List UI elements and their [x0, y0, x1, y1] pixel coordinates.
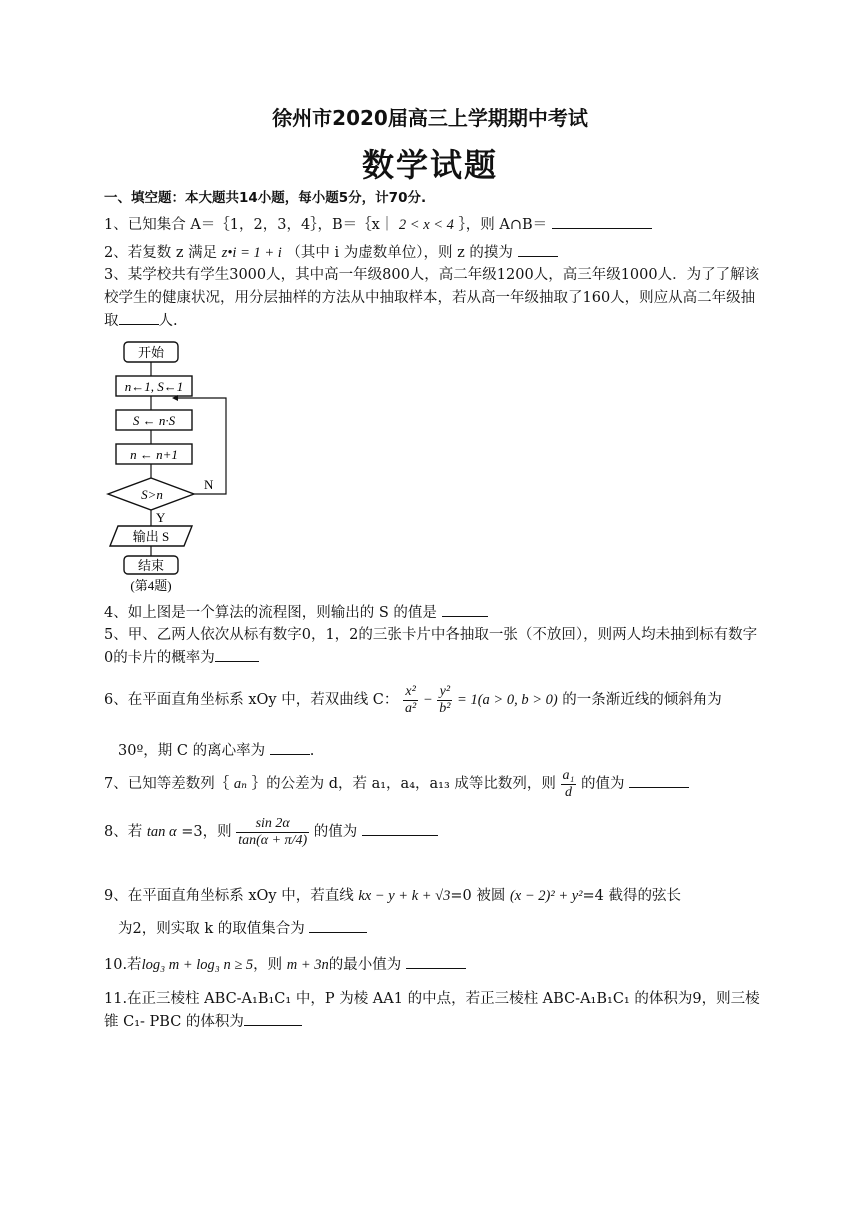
flow-init-label: n←1, S←1	[124, 379, 184, 394]
flow-step1-label: S ← n·S	[132, 413, 176, 428]
q6-text: 6、在平面直角坐标系 xOy 中，若双曲线 C：	[104, 692, 399, 708]
question-3	[104, 264, 760, 333]
question-8	[104, 808, 760, 856]
q4-text: 4、如上图是一个算法的流程图，则输出的 S 的值是	[104, 605, 437, 621]
answer-blank	[270, 740, 310, 755]
q10-text: 10.若	[104, 957, 142, 973]
q8-fraction: $\frac{\sin 2\alpha}{\tan(\alpha + \pi/4)}$	[238, 815, 308, 848]
q6-line2-text: 30º，期 C 的离心率为	[118, 743, 266, 759]
q10-log-inequality: log₃ m + log₃ n ≥ 5	[141, 957, 254, 973]
question-11	[104, 988, 760, 1034]
q6-line2-end: .	[309, 743, 315, 759]
answer-blank	[244, 1011, 302, 1026]
question-9	[104, 886, 760, 906]
q9-text: 9、在平面直角坐标系 xOy 中，若直线	[104, 888, 354, 904]
section-heading: 一、填空题：本大题共14小题，每小题5分，计70分.	[104, 190, 427, 206]
q7-fraction: $\frac{\text{a₁}}{d}$	[562, 767, 575, 800]
q2-math: z•i = 1 + i	[221, 245, 282, 261]
q1-text: 1、已知集合 A＝｛1，2，3，4｝，B＝｛x｜	[104, 217, 395, 233]
answer-blank	[406, 954, 466, 969]
q9-line-equation: kx − y + k + √3	[358, 888, 451, 904]
answer-blank	[629, 773, 689, 788]
exam-subject-title: 数学试题	[361, 146, 498, 184]
q6-fraction-x: $\frac{\text{x²}}{\text{a²}}$	[405, 683, 417, 716]
answer-blank	[552, 214, 652, 229]
question-7	[104, 764, 760, 804]
q3-text: 3、某学校共有学生3000人，其中高一年级800人，高二年级1200人，高三年级1000人．为了了解该校学生的健康状况，用分层抽样的方法从中抽取样本，若从高一年级抽取了160人，则应从高二年级抽取	[104, 267, 760, 329]
flow-start-label: 开始	[137, 345, 165, 360]
q8-tan: tan α	[146, 824, 177, 840]
flow-no-label: N	[204, 477, 214, 492]
q8-text: 8、若	[104, 824, 143, 840]
q6-equation: = 1(a > 0, b > 0)	[457, 692, 558, 708]
q11-text: 11.在正三棱柱 ABC-A₁B₁C₁ 中，P 为棱 AA1 的中点，若正三棱柱 ABC-A₁B₁C₁ 的体积为9，则三棱锥 C₁- PBC 的体积为	[104, 991, 760, 1030]
q1-math: 2 < x < 4	[398, 217, 454, 233]
q6-fraction-y: $\frac{\text{y²}}{\text{b²}}$	[439, 683, 451, 716]
answer-blank	[309, 918, 367, 933]
flow-step2-label: n ← n+1	[130, 447, 178, 462]
q7-sequence: aₙ	[233, 776, 247, 792]
q2-text: 2、若复数 z 满足	[104, 245, 218, 261]
answer-blank	[362, 821, 438, 836]
answer-blank	[215, 647, 259, 662]
answer-blank	[442, 602, 488, 617]
q9-text-mid: =0 被圆	[450, 888, 506, 904]
q2-text-end: （其中 i 为虚数单位），则 z 的摸为	[286, 245, 513, 261]
q5-text: 5、甲、乙两人依次从标有数字0，1，2的三张卡片中各抽取一张（不放回），则两人均未抽到标有数字0的卡片的概率为	[104, 627, 758, 666]
question-1	[104, 214, 760, 235]
question-2	[104, 242, 760, 263]
question-10	[104, 954, 760, 975]
answer-blank	[518, 242, 558, 257]
question-4	[104, 602, 760, 623]
q7-text-end: 的值为	[580, 776, 625, 792]
q9-circle-equation: (x − 2)² + y²	[509, 888, 583, 904]
question-6-line2	[118, 740, 774, 761]
q1-text-end: ｝，则 A∩B＝	[458, 217, 548, 233]
q10-text-end: 的最小值为	[328, 957, 402, 973]
exam-title: 徐州市2020届高三上学期期中考试	[272, 106, 588, 130]
question-5	[104, 624, 760, 670]
question-6: 6、在平面直角坐标系 xOy 中，若双曲线 C： $\frac{\text{x²}}{\text{a²}}$ − $\frac{\text{y²}}{\text{b²}}$ = 1(a > 0, b > 0) 的一条渐近线的倾斜角为	[104, 683, 722, 716]
flow-decision-label: S>n	[141, 487, 163, 502]
q8-text-end: 的值为	[313, 824, 358, 840]
flow-loop-line	[174, 398, 226, 494]
flow-end-label: 结束	[137, 558, 165, 573]
q7-text-mid: ｝的公差为 d，若 a₁，a₄，a₁₃ 成等比数列，则	[251, 776, 556, 792]
answer-blank	[119, 310, 159, 325]
algorithm-flowchart	[100, 336, 240, 596]
flow-caption: (第4题)	[130, 578, 172, 593]
q10-text-mid: ，则	[253, 957, 283, 973]
q7-text: 7、已知等差数列｛	[104, 776, 230, 792]
q9-line2-text: 为2，则实取 k 的取值集合为	[118, 921, 305, 937]
flow-yes-label: Y	[156, 510, 166, 525]
q3-text-end: 人.	[158, 313, 178, 329]
q10-expression: m + 3n	[286, 957, 329, 973]
flow-output-label: 输出 S	[132, 529, 170, 544]
q9-text-end: =4 截得的弦长	[582, 888, 681, 904]
q6-text-end: 的一条渐近线的倾斜角为	[562, 692, 722, 708]
question-9-line2	[118, 918, 774, 939]
q8-text-mid: =3，则	[181, 824, 232, 840]
